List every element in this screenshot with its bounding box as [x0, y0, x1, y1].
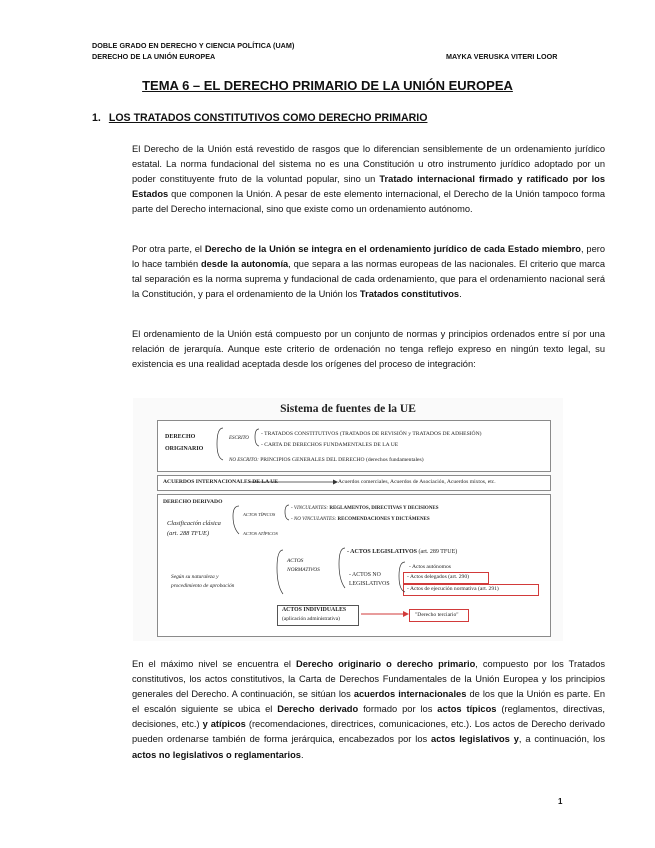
individuales-label-a: ACTOS INDIVIDUALES — [282, 607, 347, 613]
acuerdos-label: ACUERDOS INTERNACIONALES DE LA UE — [163, 479, 279, 485]
paragraph-4: En el máximo nivel se encuentra el Derecho originario o derecho primario, compuesto por los Tratados constitutivos, los actos constitutivos, la Carta de Derechos Fundamentales de la Unión Europea y los principios generales del Derecho. A continuación, se sitúan los acuerdos internacionales de los que la Unión es parte. En el escalón siguiente se ubica el Derecho derivado formado por los actos típicos (reglamentos, directivas, decisiones, etc.) y atípicos (recomendaciones, directrices, comunicaciones, etc.). Los actos de Derecho derivado pueden ordenarse también de forma jerárquica, encabezados por los actos legislativos y, a continuación, los actos no legislativos o reglamentarios. — [132, 659, 606, 760]
sources-diagram — [133, 398, 563, 641]
no-vinculantes-item: - NO VINCULANTES: RECOMENDACIONES Y DICTÁMENES — [291, 517, 430, 522]
derivado-label: DERECHO DERIVADO — [163, 499, 223, 505]
no-escrito-item: NO ESCRITO: PRINCIPIOS GENERALES DEL DERECHO (derechos fundamentales) — [229, 457, 424, 463]
delegados-item: - Actos delegados (art. 290) — [407, 574, 469, 580]
tratados-item: - TRATADOS CONSTITUTIVOS (TRATADOS DE REVISIÓN y TRATADOS DE ADHESIÓN) — [261, 431, 482, 437]
normativos-label-a: ACTOS — [287, 558, 304, 564]
legislativos-item: - ACTOS LEGISLATIVOS (art. 289 TFUE) — [347, 549, 458, 555]
vinculantes-item: - VINCULANTES: REGLAMENTOS, DIRECTIVAS Y DECISIONES — [291, 506, 439, 511]
section-number: 1. — [92, 112, 101, 124]
paragraph-3: El ordenamiento de la Unión está compuesto por un conjunto de normas y principios ordenados entre sí por una relación de jerarquía. Aunque este criterio de ordenación no tenga reflejo expreso en ningún texto legal, su existencia es una realidad aceptada desde los orígenes del proceso de integración: — [132, 329, 605, 370]
paragraph-1: El Derecho de la Unión está revestido de rasgos que lo diferencian sensiblemente de un ordenamiento jurídico estatal. La norma fundacional del sistema no es una Constitución u otro instrumento jurídico adoptado por un poder constituyente fruto de la voluntad popular, sino un Tratado internacional firmado y ratificado por los Estados que componen la Unión. A pesar de este elemento internacional, el Derecho de la Unión tampoco forma parte del Derecho internacional, sino que existe como un ordenamiento autónomo. — [132, 144, 605, 215]
header-author: MAYKA VERUSKA VITERI LOOR — [446, 52, 558, 61]
ejecucion-item: - Actos de ejecución normativa (art. 291) — [407, 586, 499, 592]
clasificacion-label-a: Clasificación clásica — [167, 520, 221, 527]
acuerdos-tipos: Acuerdos comerciales, Acuerdos de Asociación, Acuerdos mixtos, etc. — [338, 479, 496, 485]
actos-atipicos-label: ACTOS ATÍPICOS — [243, 531, 278, 536]
actos-tipicos-label: ACTOS TÍPICOS — [243, 512, 276, 517]
autonomos-item: - Actos autónomos — [409, 564, 451, 570]
header-course: DOBLE GRADO EN DERECHO Y CIENCIA POLÍTICA (UAM) — [92, 41, 295, 50]
individuales-label-b: (aplicación administrativa) — [282, 616, 340, 622]
segun-label-b: procedimiento de aprobación — [171, 583, 235, 589]
page-number: 1 — [558, 797, 563, 806]
segun-label-a: Según su naturaleza y — [171, 574, 219, 580]
section-label: LOS TRATADOS CONSTITUTIVOS COMO DERECHO PRIMARIO — [108, 112, 428, 124]
header-subject: DERECHO DE LA UNIÓN EUROPEA — [92, 52, 216, 61]
originario-label-b: ORIGINARIO — [165, 446, 204, 452]
page-title: TEMA 6 – EL DERECHO PRIMARIO DE LA UNIÓN EUROPEA — [142, 78, 513, 93]
originario-label-a: DERECHO — [165, 434, 196, 440]
paragraph-2: Por otra parte, el Derecho de la Unión se integra en el ordenamiento jurídico de cada Estado miembro, pero lo hace también desde la autonomía, que separa a las normas europeas de las nacionales. El criterio que marca tal separación es la norma suprema y fundacional de cada ordenamiento, que para el ordenamiento nacional será la Constitución, y para el ordenamiento de la Unión los Tratados constitutivos. — [132, 244, 606, 300]
diagram-connectors — [133, 398, 563, 641]
acuerdos-arrow-head — [333, 480, 338, 485]
diagram-title: Sistema de fuentes de la UE — [280, 403, 416, 415]
normativos-label-b: NORMATIVOS — [287, 567, 320, 573]
section-heading — [92, 112, 427, 124]
clasificacion-label-b: (art. 288 TFUE) — [167, 530, 210, 537]
no-legislativos-label-a: - ACTOS NO — [349, 572, 381, 578]
carta-item: - CARTA DE DERECHOS FUNDAMENTALES DE LA UE — [261, 442, 399, 448]
terciario-label: "Derecho terciario" — [415, 612, 459, 618]
escrito-label: ESCRITO — [229, 436, 249, 441]
no-legislativos-label-b: LEGISLATIVOS — [349, 581, 390, 587]
terciario-arrow-head — [403, 611, 409, 617]
